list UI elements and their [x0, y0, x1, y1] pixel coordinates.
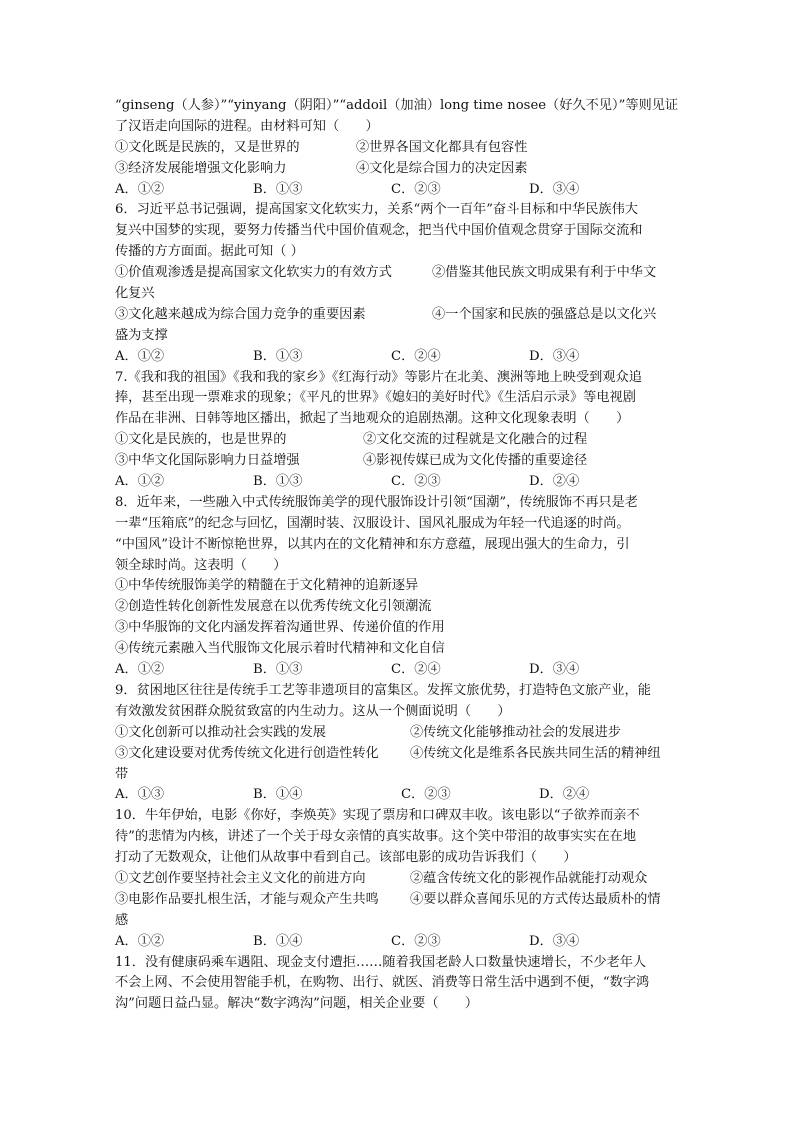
option-3: ③文化建设要对优秀传统文化进行创造性转化 — [115, 745, 379, 761]
option-row — [115, 430, 685, 451]
question-stem-line: 打动了无数观众，让他们从故事中看到自己。该部电影的成功告诉我们（ ） — [115, 850, 577, 866]
question-5 — [115, 96, 685, 200]
option-row — [115, 138, 685, 159]
answer-a[interactable]: A．①② — [115, 662, 165, 678]
option-row — [115, 305, 685, 326]
answer-choices — [115, 660, 685, 681]
option-1: ①文化是民族的，也是世界的 — [115, 432, 287, 448]
question-stem-line: 沟”问题日益凸显。解决“数字鸿沟”问题，相关企业要（ ） — [115, 996, 479, 1012]
option-4: ④影视传媒已成为文化传播的重要途径 — [363, 453, 588, 469]
option-4: ④传统元素融入当代服饰文化展示着时代精神和文化自信 — [115, 641, 445, 657]
option-row — [115, 869, 685, 890]
question-stem-line: 捧，甚至出现一票难求的现象；《平凡的世界》《媳妇的美好时代》《生活启示录》等电视剧 — [115, 390, 636, 406]
answer-c[interactable]: C．②③ — [391, 181, 441, 197]
answer-b[interactable]: B．①③ — [253, 474, 303, 490]
option-1: ①文化创新可以推动社会实践的发展 — [115, 724, 326, 740]
answer-a[interactable]: A．①② — [115, 933, 165, 949]
question-stem-line: 领全球时尚。这表明（ ） — [115, 557, 287, 573]
question-stem-line: 11．没有健康码乘车遇阻、现金支付遭拒……随着我国老龄人口数量快速增长，不少老年人 — [115, 954, 647, 970]
option-row — [115, 159, 685, 180]
option-row — [115, 744, 685, 765]
answer-d[interactable]: D．③④ — [529, 933, 580, 949]
answer-b[interactable]: B．①③ — [253, 181, 303, 197]
option-1: ①文化既是民族的，又是世界的 — [115, 139, 300, 155]
question-stem-line: 作品在非洲、日韩等地区播出，掀起了当地观众的追剧热潮。这种文化现象表明（ ） — [115, 411, 630, 427]
option-1: ①价值观渗透是提高国家文化软实力的有效方式 — [115, 265, 392, 281]
option-3: ③文化越来越成为综合国力竞争的重要因素 — [115, 306, 366, 322]
question-stem-line: 待”的悲情为内核，讲述了一个关于母女亲情的真实故事。这个笑中带泪的故事实实在在地 — [115, 829, 637, 845]
option-2: ②借鉴其他民族文明成果有利于中华文 — [432, 265, 657, 281]
question-stem-line: 一辈“压箱底”的纪念与回忆，国潮时装、汉服设计、国风礼服成为年轻一代追逐的时尚。 — [115, 515, 630, 531]
answer-a[interactable]: A．①② — [115, 474, 165, 490]
answer-choices — [115, 180, 685, 201]
answer-c[interactable]: C．②④ — [391, 348, 441, 364]
answer-d[interactable]: D．③④ — [529, 181, 580, 197]
question-10 — [115, 806, 685, 952]
question-stem-line: 不会上网、不会使用智能手机，在购物、出行、就医、消费等日常生活中遇到不便，“数字鸿 — [115, 975, 650, 991]
question-11 — [115, 953, 685, 1016]
option-row — [115, 890, 685, 911]
option-continuation: 带 — [115, 766, 129, 782]
answer-choices — [115, 472, 685, 493]
option-4: ④传统文化是维系各民族共同生活的精神纽 — [410, 745, 661, 761]
option-2: ②文化交流的过程就是文化融合的过程 — [363, 432, 588, 448]
answer-b[interactable]: B．①④ — [253, 933, 303, 949]
answer-c[interactable]: C．②③ — [391, 933, 441, 949]
option-row — [115, 451, 685, 472]
question-9 — [115, 681, 685, 806]
option-3: ③电影作品要扎根生活，才能与观众产生共鸣 — [115, 891, 379, 907]
answer-b[interactable]: B．①③ — [253, 662, 303, 678]
answer-choices — [115, 932, 685, 953]
question-stem-line: 传播的方方面面。据此可知（ ） — [115, 244, 304, 260]
option-2: ②蕴含传统文化的影视作品就能打动观众 — [410, 870, 648, 886]
answer-d[interactable]: D．③④ — [529, 662, 580, 678]
question-stem-line: 10．牛年伊始，电影《你好，李焕英》实现了票房和口碑双丰收。该电影以“子欲养而亲不 — [115, 808, 640, 824]
exam-page — [115, 96, 685, 1015]
question-stem-line: 6．习近平总书记强调，提高国家文化软实力，关系“两个一百年”奋斗目标和中华民族伟大 — [115, 202, 638, 218]
question-7 — [115, 368, 685, 493]
answer-choices — [115, 785, 685, 806]
option-1: ①文艺创作要坚持社会主义文化的前进方向 — [115, 870, 366, 886]
answer-c[interactable]: C．②③ — [401, 787, 451, 803]
option-continuation: 化复兴 — [115, 286, 155, 302]
option-row — [115, 723, 685, 744]
option-3: ③中华文化国际影响力日益增强 — [115, 453, 300, 469]
answer-b[interactable]: B．①④ — [253, 787, 303, 803]
answer-d[interactable]: D．②④ — [529, 474, 580, 490]
question-stem-line: “中国风”设计不断惊艳世界，以其内在的文化精神和东方意蕴，展现出强大的生命力，引 — [115, 536, 630, 552]
question-stem-line: 有效激发贫困群众脱贫致富的内生动力。这从一个侧面说明（ ） — [115, 703, 511, 719]
question-8 — [115, 493, 685, 681]
option-3: ③经济发展能增强文化影响力 — [115, 160, 287, 176]
answer-b[interactable]: B．①③ — [253, 348, 303, 364]
option-row — [115, 263, 685, 284]
answer-d[interactable]: D．②④ — [539, 787, 590, 803]
option-2: ②创造性转化创新性发展意在以优秀传统文化引领潮流 — [115, 599, 432, 615]
option-4: ④一个国家和民族的强盛总是以文化兴 — [432, 306, 657, 322]
question-stem-line: 7.《我和我的祖国》《我和我的家乡》《红海行动》等影片在北美、澳洲等地上映受到观众追 — [115, 369, 642, 385]
question-stem-line: 9．贫困地区往往是传统手工艺等非遗项目的富集区。发挥文旅优势，打造特色文旅产业，能 — [115, 682, 651, 698]
option-1: ①中华传统服饰美学的精髓在于文化精神的追新逐异 — [115, 578, 419, 594]
option-2: ②传统文化能够推动社会的发展进步 — [410, 724, 621, 740]
answer-c[interactable]: C．②④ — [391, 662, 441, 678]
answer-d[interactable]: D．③④ — [529, 348, 580, 364]
option-continuation: 感 — [115, 912, 129, 928]
option-4: ④要以群众喜闻乐见的方式传达最质朴的情 — [410, 891, 661, 907]
question-stem-line: 复兴中国梦的实现，要努力传播当代中国价值观念，把当代中国价值观念贯穿于国际交流和 — [115, 223, 643, 239]
answer-a[interactable]: A．①② — [115, 348, 165, 364]
answer-c[interactable]: C．②③ — [391, 474, 441, 490]
option-4: ④文化是综合国力的决定因素 — [356, 160, 528, 176]
question-stem-line: “ginseng（人参）”“yinyang（阴阳）”“addoil（加油）long time nosee（好久不见）”等则见证 — [115, 98, 679, 113]
question-stem-line: 8．近年来，一些融入中式传统服饰美学的现代服饰设计引领“国潮”，传统服饰不再只是老 — [115, 494, 638, 510]
question-6 — [115, 200, 685, 367]
answer-a[interactable]: A．①③ — [115, 787, 165, 803]
option-3: ③中华服饰的文化内涵发挥着沟通世界、传递价值的作用 — [115, 620, 445, 636]
answer-a[interactable]: A．①② — [115, 181, 165, 197]
question-stem-line: 了汉语走向国际的进程。由材料可知（ ） — [115, 118, 379, 134]
option-continuation: 盛为支撑 — [115, 327, 168, 343]
answer-choices — [115, 347, 685, 368]
option-2: ②世界各国文化都具有包容性 — [356, 139, 528, 155]
